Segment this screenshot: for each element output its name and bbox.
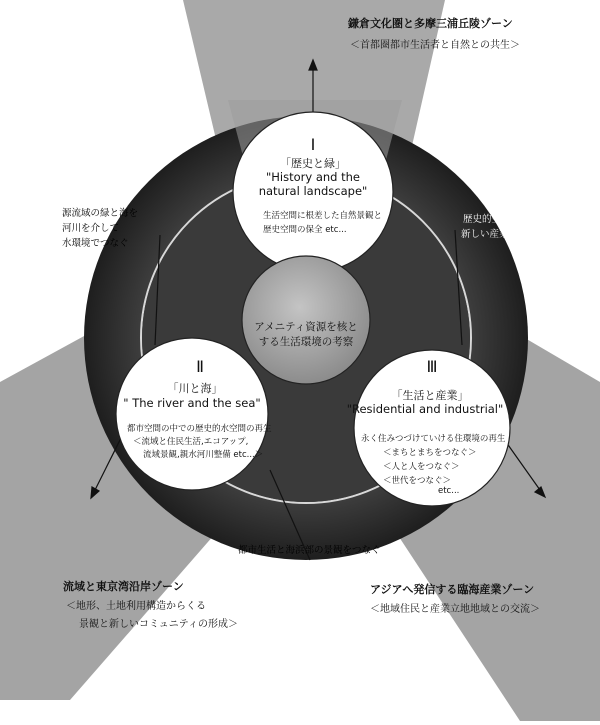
circle-one-desc1: 生活空間に根差した自然景観と [263,211,383,221]
circle-three-desc3: ＜人と人をつなぐ＞ [383,462,460,472]
left-zone-title: 流域と東京湾沿岸ゾーン [63,580,184,593]
circle-two-desc3: 流域景観,親水河川整備 etc...＞ [143,450,264,460]
left-zone-line2: 景観と新しいコミュニティの形成＞ [79,619,238,630]
circle-one-desc2: 歴史空間の保全 etc... [263,225,347,235]
center-line2: する生活環境の考察 [258,336,354,348]
circle-three-desc5: etc... [438,486,460,496]
circle-three-head: 「生活と産業」 [391,389,469,402]
center-circle [242,256,370,384]
left-zone-line1: ＜地形、土地利用構造からくる [66,601,206,612]
circle-one-roman: Ⅰ [310,135,316,154]
ring-label-left-2: 河川を介して [62,223,120,234]
circle-three-desc4: ＜世代をつなぐ＞ [383,476,452,486]
circle-three-en1: "Residential and industrial" [346,402,504,416]
circle-two-en1: " The river and the sea" [123,396,261,410]
circle-two-roman: Ⅱ [196,357,204,376]
ring-label-left-1: 源流域の緑と海を [62,208,139,219]
top-zone-title: 鎌倉文化圏と多摩三浦丘陵ゾーン [348,17,513,30]
circle-two-desc2: ＜流域と住民生活,エコアップ, [133,437,249,447]
circle-two-head: 「川と海」 [167,382,223,395]
circle-one-en1: "History and the [265,170,361,184]
right-zone-title: アジアへ発信する臨海産業ゾーン [370,583,535,596]
circle-two-desc1: 都市空間の中での歴史的水空間の再生 [127,424,272,434]
center-line1: アメニティ資源を核と [254,321,358,333]
top-zone-subtitle: ＜首都圏都市生活者と自然との共生＞ [350,40,520,51]
ring-label-right-2: 新しい産業地域をつなぐ [461,229,566,240]
circle-river-sea [116,338,268,490]
circle-one-head: 「歴史と緑」 [280,157,346,170]
circle-one-en2: natural landscape" [258,184,368,198]
ring-label-bottom: 都市生活と海浜部の景観をつなぐ [238,545,381,556]
right-zone-subtitle: ＜地域住民と産業立地地域との交流＞ [370,604,540,615]
ring-label-left-3: 水環境でつなぐ [62,238,129,249]
circle-three-roman: Ⅲ [426,357,438,376]
circle-three-desc2: ＜まちとまちをつなぐ＞ [383,448,477,458]
circle-three-desc1: 永く住みつづけていける住環境の再生 [361,434,506,444]
ring-label-right-1: 歴史的生活文化圏と [463,214,549,225]
